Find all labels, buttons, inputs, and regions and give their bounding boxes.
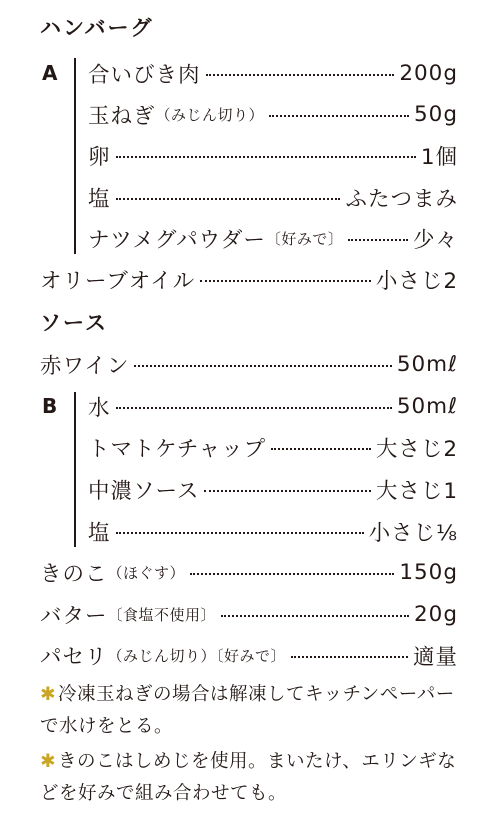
ingredient-amount: 大さじ2 bbox=[375, 436, 458, 462]
dot-leader bbox=[271, 448, 371, 450]
ingredient-row bbox=[88, 427, 458, 467]
group-a-label: A bbox=[42, 61, 58, 85]
ingredient-amount: 小さじ⅛ bbox=[368, 520, 458, 546]
ingredient-name: パセリ bbox=[40, 644, 108, 670]
ingredient-name: 塩 bbox=[88, 520, 111, 546]
asterisk-icon: ✱ bbox=[40, 684, 57, 705]
ingredient-amount: 200g bbox=[399, 60, 458, 86]
group-b-bracket bbox=[74, 392, 76, 547]
ingredient-name: きのこ bbox=[40, 561, 108, 587]
ingredient-amount: ふたつまみ bbox=[345, 186, 458, 212]
ingredient-name: 水 bbox=[88, 395, 111, 421]
ingredient-name: トマトケチャップ bbox=[88, 436, 267, 462]
ingredient-name: 中濃ソース bbox=[88, 478, 200, 504]
ingredient-name: 赤ワイン bbox=[40, 353, 130, 379]
asterisk-icon: ✱ bbox=[40, 751, 57, 772]
dot-leader bbox=[134, 365, 391, 367]
ingredient-name: 塩 bbox=[88, 186, 111, 212]
ingredient-row bbox=[40, 594, 458, 634]
ingredient-amount: 150g bbox=[399, 559, 458, 585]
ingredient-amount: 50g bbox=[413, 101, 458, 127]
group-a-bracket bbox=[74, 58, 76, 254]
ingredient-note: （ほぐす） bbox=[107, 563, 186, 582]
ingredient-row bbox=[88, 53, 458, 93]
ingredient-row bbox=[88, 177, 458, 217]
sauce-section-title: ソース bbox=[40, 311, 108, 335]
ingredient-amount: 50mℓ bbox=[396, 351, 458, 377]
dot-leader bbox=[291, 656, 408, 658]
ingredient-row bbox=[40, 552, 458, 592]
dot-leader bbox=[116, 532, 364, 534]
ingredient-row bbox=[88, 218, 458, 258]
ingredient-name: ナツメグパウダー bbox=[88, 227, 266, 253]
footnote bbox=[40, 746, 470, 810]
dot-leader bbox=[221, 615, 409, 617]
dot-leader bbox=[190, 573, 394, 575]
dot-leader bbox=[204, 490, 370, 492]
ingredient-name: オリーブオイル bbox=[40, 268, 196, 294]
dot-leader bbox=[269, 115, 409, 117]
ingredient-note: 〔食塩不使用〕 bbox=[107, 605, 217, 624]
footnote-text: きのこはしめじを使用。まいたけ、エリンギなどを好みで組み合わせても。 bbox=[40, 751, 457, 804]
dot-leader bbox=[348, 239, 408, 241]
dot-leader bbox=[206, 74, 395, 76]
ingredient-row bbox=[88, 135, 458, 175]
ingredient-row bbox=[40, 259, 458, 299]
ingredient-name: 玉ねぎ bbox=[88, 103, 156, 129]
ingredient-name: 合いびき肉 bbox=[88, 62, 201, 88]
ingredient-amount: 20g bbox=[413, 601, 458, 627]
ingredient-name: 卵 bbox=[88, 144, 111, 170]
ingredient-note: （みじん切り）〔好みで〕 bbox=[107, 646, 287, 665]
ingredient-note: （みじん切り） bbox=[155, 105, 265, 124]
dot-leader bbox=[116, 156, 416, 158]
ingredient-row bbox=[88, 94, 458, 134]
dot-leader bbox=[116, 198, 341, 200]
ingredient-row bbox=[88, 511, 458, 551]
footnote-text: 冷凍玉ねぎの場合は解凍してキッチンペーパーで水けをとる。 bbox=[40, 684, 455, 737]
hamburg-section-title: ハンバーグ bbox=[40, 16, 154, 40]
ingredient-note: 〔好みで〕 bbox=[265, 229, 344, 248]
ingredient-amount: 1個 bbox=[420, 144, 458, 170]
ingredient-amount: 小さじ2 bbox=[375, 268, 458, 294]
ingredient-row bbox=[40, 635, 458, 675]
ingredient-amount: 少々 bbox=[412, 227, 458, 253]
ingredient-row bbox=[88, 386, 458, 426]
ingredient-amount: 50mℓ bbox=[396, 393, 458, 419]
ingredient-row bbox=[40, 344, 458, 384]
ingredient-row bbox=[88, 469, 458, 509]
dot-leader bbox=[200, 280, 371, 282]
dot-leader bbox=[116, 407, 392, 409]
group-b-label: B bbox=[42, 394, 58, 418]
ingredient-amount: 大さじ1 bbox=[375, 478, 458, 504]
ingredient-name: バター bbox=[40, 603, 108, 629]
ingredient-amount: 適量 bbox=[412, 644, 458, 670]
footnote bbox=[40, 679, 470, 743]
